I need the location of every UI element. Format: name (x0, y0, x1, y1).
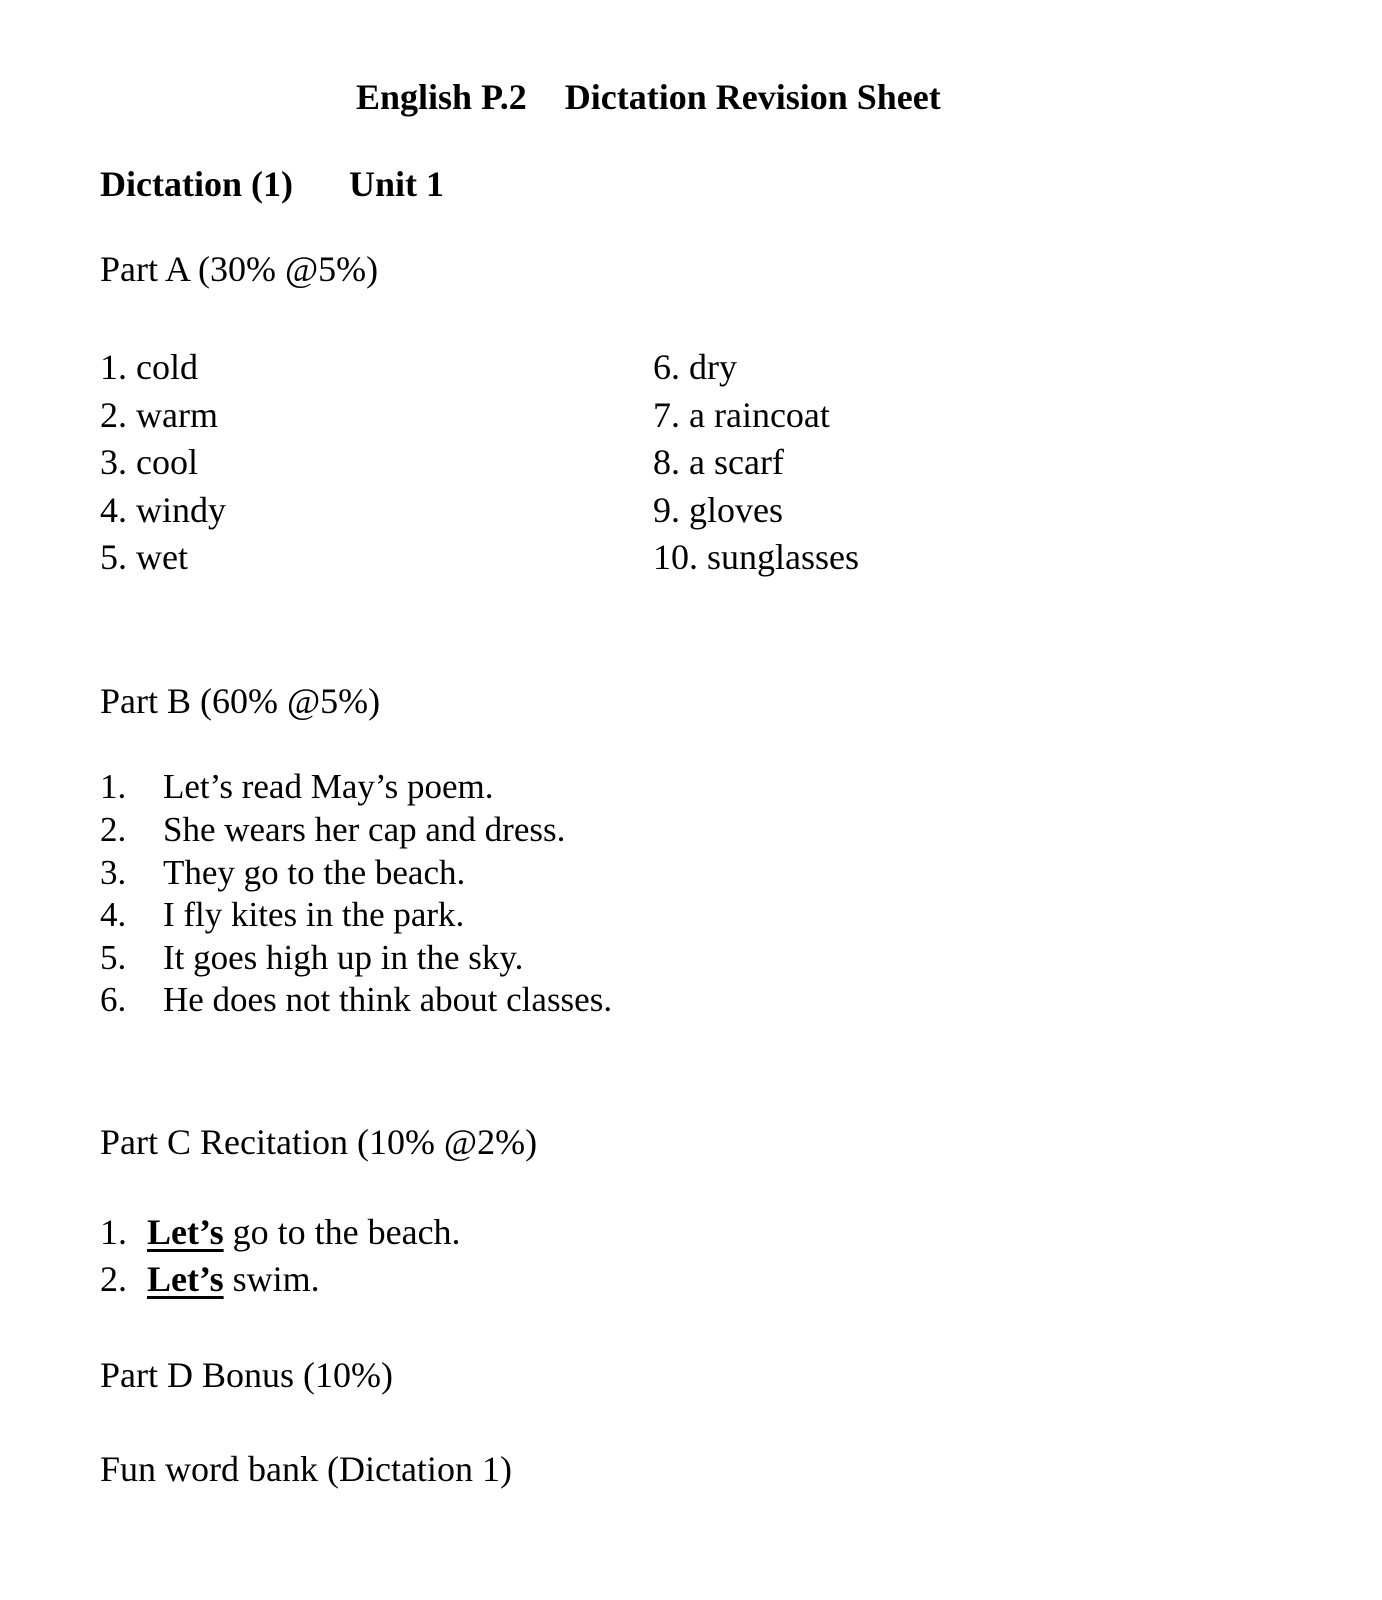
part-c-line-2 (100, 1258, 320, 1300)
title-name: Dictation Revision Sheet (564, 77, 941, 117)
part-b-sentence-2 (100, 810, 565, 850)
part-b-sentence-5 (100, 938, 523, 978)
sentence-number: 3. (100, 853, 127, 892)
part-a-word-5: 5. wet (100, 537, 188, 577)
sentence-number: 2. (100, 810, 127, 849)
part-a-word-10: 10. sunglasses (653, 537, 859, 577)
part-a-word-4: 4. windy (100, 490, 226, 530)
sentence-text: It goes high up in the sky. (163, 938, 524, 977)
sentence-number: 5. (100, 938, 127, 977)
part-b-sentence-3 (100, 853, 465, 893)
sentence-text: Let’s read May’s poem. (163, 767, 494, 806)
sentence-number: 4. (100, 895, 127, 934)
dictation-heading (100, 163, 444, 205)
part-a-word-6: 6. dry (653, 347, 737, 387)
sentence-number: 1. (100, 767, 127, 806)
part-b-sentence-4 (100, 895, 464, 935)
part-a-word-8: 8. a scarf (653, 442, 784, 482)
part-b-sentence-1 (100, 767, 493, 807)
recitation-number: 1. (100, 1212, 127, 1252)
page-title (356, 76, 941, 118)
part-a-heading: Part A (30% @5%) (100, 249, 379, 289)
dictation-label: Dictation (1) (100, 164, 293, 204)
word-bank-heading: Fun word bank (Dictation 1) (100, 1449, 512, 1489)
recitation-text: go to the beach. (223, 1212, 461, 1252)
recitation-keyword: Let’s (147, 1212, 224, 1252)
part-a-word-3: 3. cool (100, 442, 198, 482)
recitation-keyword: Let’s (147, 1259, 224, 1299)
part-b-sentence-6 (100, 980, 612, 1020)
recitation-text: swim. (223, 1259, 320, 1299)
recitation-number: 2. (100, 1259, 127, 1299)
sentence-text: They go to the beach. (163, 853, 466, 892)
part-c-heading: Part C Recitation (10% @2%) (100, 1122, 538, 1162)
part-a-word-9: 9. gloves (653, 490, 783, 530)
sentence-text: I fly kites in the park. (163, 895, 465, 934)
sentence-text: He does not think about classes. (163, 980, 613, 1019)
part-a-word-2: 2. warm (100, 395, 218, 435)
part-b-heading: Part B (60% @5%) (100, 681, 381, 721)
sentence-number: 6. (100, 980, 127, 1019)
part-a-word-7: 7. a raincoat (653, 395, 830, 435)
unit-label: Unit 1 (348, 164, 444, 204)
part-d-heading: Part D Bonus (10%) (100, 1355, 393, 1395)
part-a-word-1: 1. cold (100, 347, 198, 387)
title-subject: English P.2 (356, 77, 527, 117)
sentence-text: She wears her cap and dress. (163, 810, 566, 849)
part-c-line-1 (100, 1211, 461, 1253)
